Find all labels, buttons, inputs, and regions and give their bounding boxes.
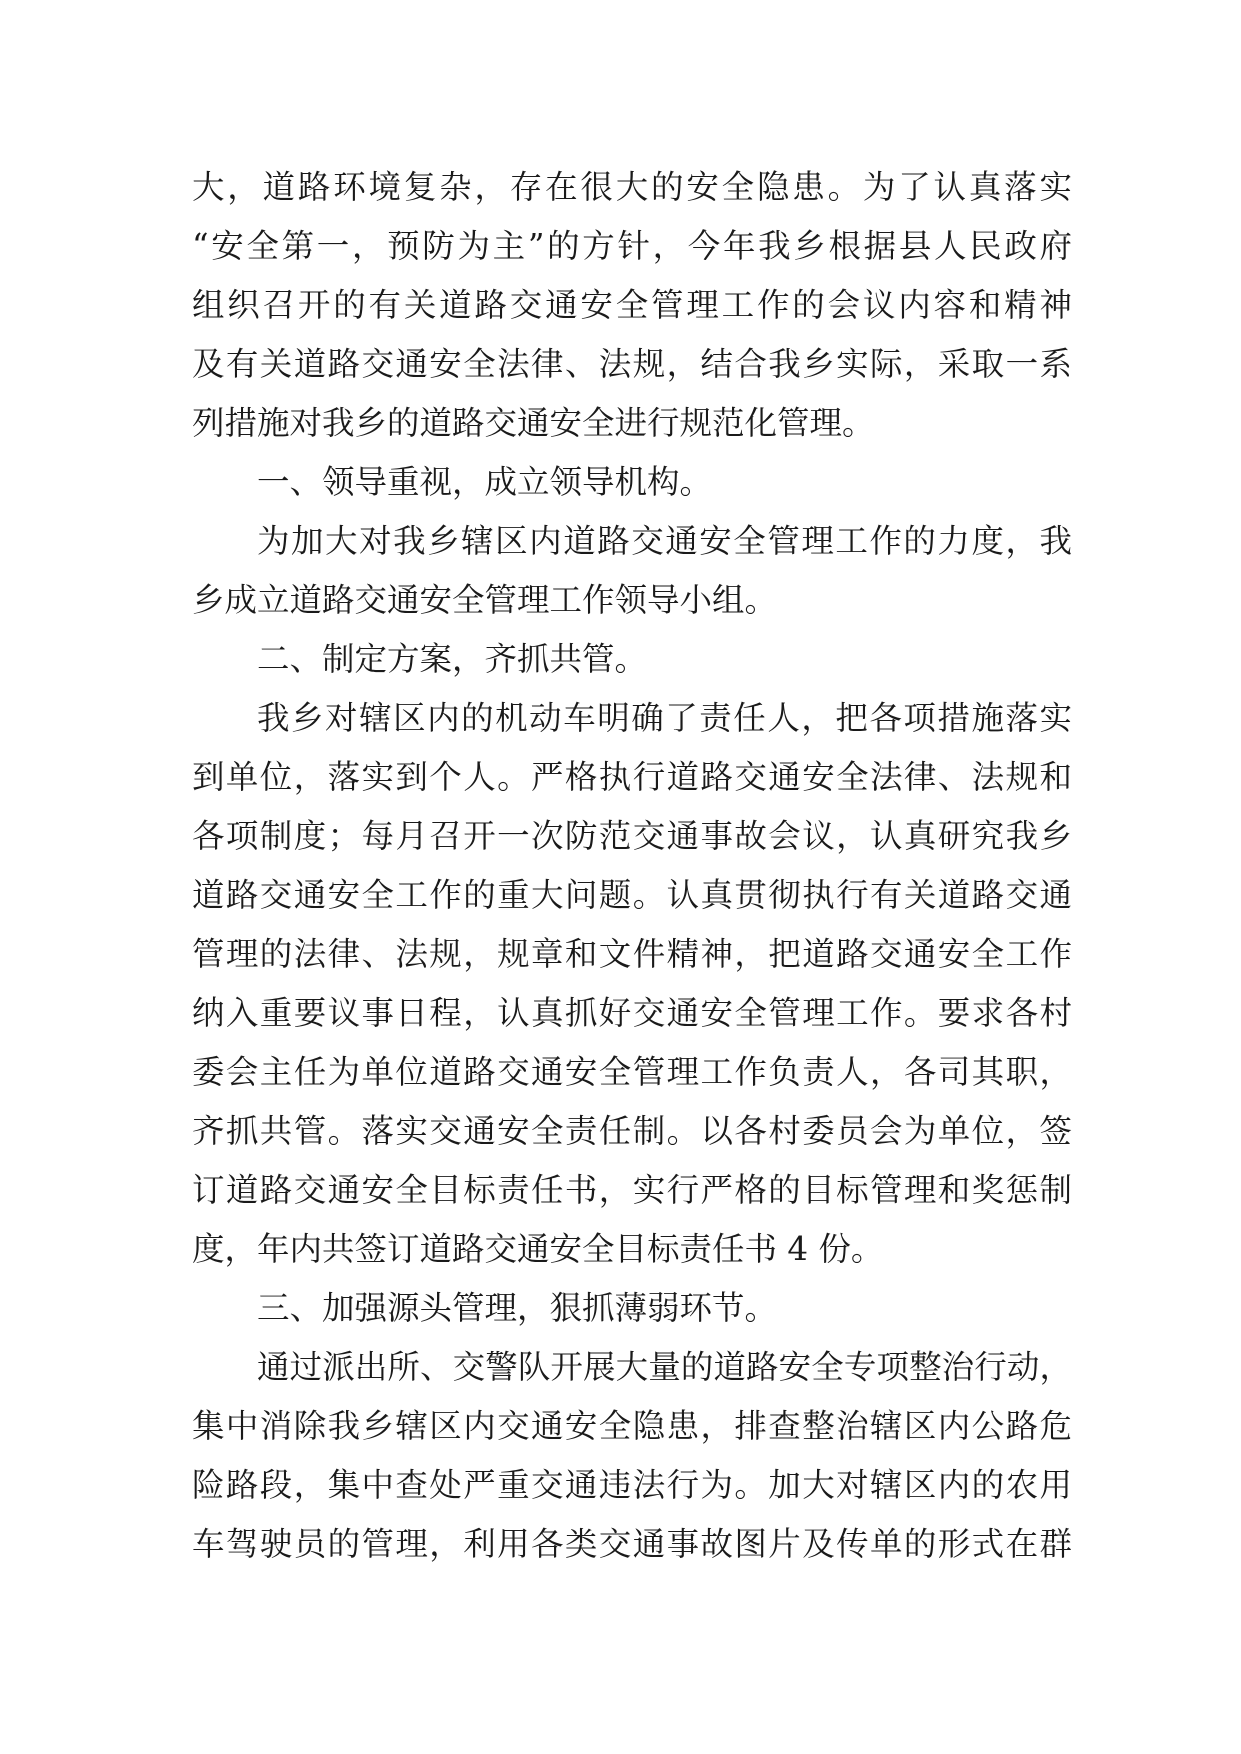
text-line: “安全第一，预防为主”的方针，今年我乡根据县人民政府 [192,227,1072,265]
text-line: 各项制度；每月召开一次防范交通事故会议，认真研究我乡 [192,817,1072,855]
section-heading-1: 一、领导重视，成立领导机构。 [257,463,713,501]
text-line: 齐抓共管。落实交通安全责任制。以各村委员会为单位，签 [192,1112,1072,1150]
text-line: 通过派出所、交警队开展大量的道路安全专项整治行动， [257,1348,1072,1386]
text-line: 及有关道路交通安全法律、法规，结合我乡实际，采取一系 [192,345,1072,383]
text-line: 为加大对我乡辖区内道路交通安全管理工作的力度，我 [257,522,1072,560]
document-body [192,158,1072,1574]
text-line: 度，年内共签订道路交通安全目标责任书 4 份。 [192,1230,884,1268]
text-line: 大，道路环境复杂，存在很大的安全隐患。为了认真落实 [192,168,1072,206]
text-line: 列措施对我乡的道路交通安全进行规范化管理。 [192,404,875,442]
text-line: 集中消除我乡辖区内交通安全隐患，排查整治辖区内公路危 [192,1407,1072,1445]
text-line: 到单位，落实到个人。严格执行道路交通安全法律、法规和 [192,758,1072,796]
text-line: 险路段，集中查处严重交通违法行为。加大对辖区内的农用 [192,1466,1072,1504]
text-line: 纳入重要议事日程，认真抓好交通安全管理工作。要求各村 [192,994,1072,1032]
text-line: 管理的法律、法规，规章和文件精神，把道路交通安全工作 [192,935,1072,973]
text-line: 委会主任为单位道路交通安全管理工作负责人，各司其职， [192,1053,1072,1091]
text-line: 我乡对辖区内的机动车明确了责任人，把各项措施落实 [257,699,1072,737]
text-line: 道路交通安全工作的重大问题。认真贯彻执行有关道路交通 [192,876,1072,914]
section-heading-3: 三、加强源头管理，狠抓薄弱环节。 [257,1289,778,1327]
text-line: 车驾驶员的管理，利用各类交通事故图片及传单的形式在群 [192,1525,1072,1563]
text-line: 组织召开的有关道路交通安全管理工作的会议内容和精神 [192,286,1072,324]
text-line: 乡成立道路交通安全管理工作领导小组。 [192,581,778,619]
text-line: 订道路交通安全目标责任书，实行严格的目标管理和奖惩制 [192,1171,1072,1209]
section-heading-2: 二、制定方案，齐抓共管。 [257,640,648,678]
